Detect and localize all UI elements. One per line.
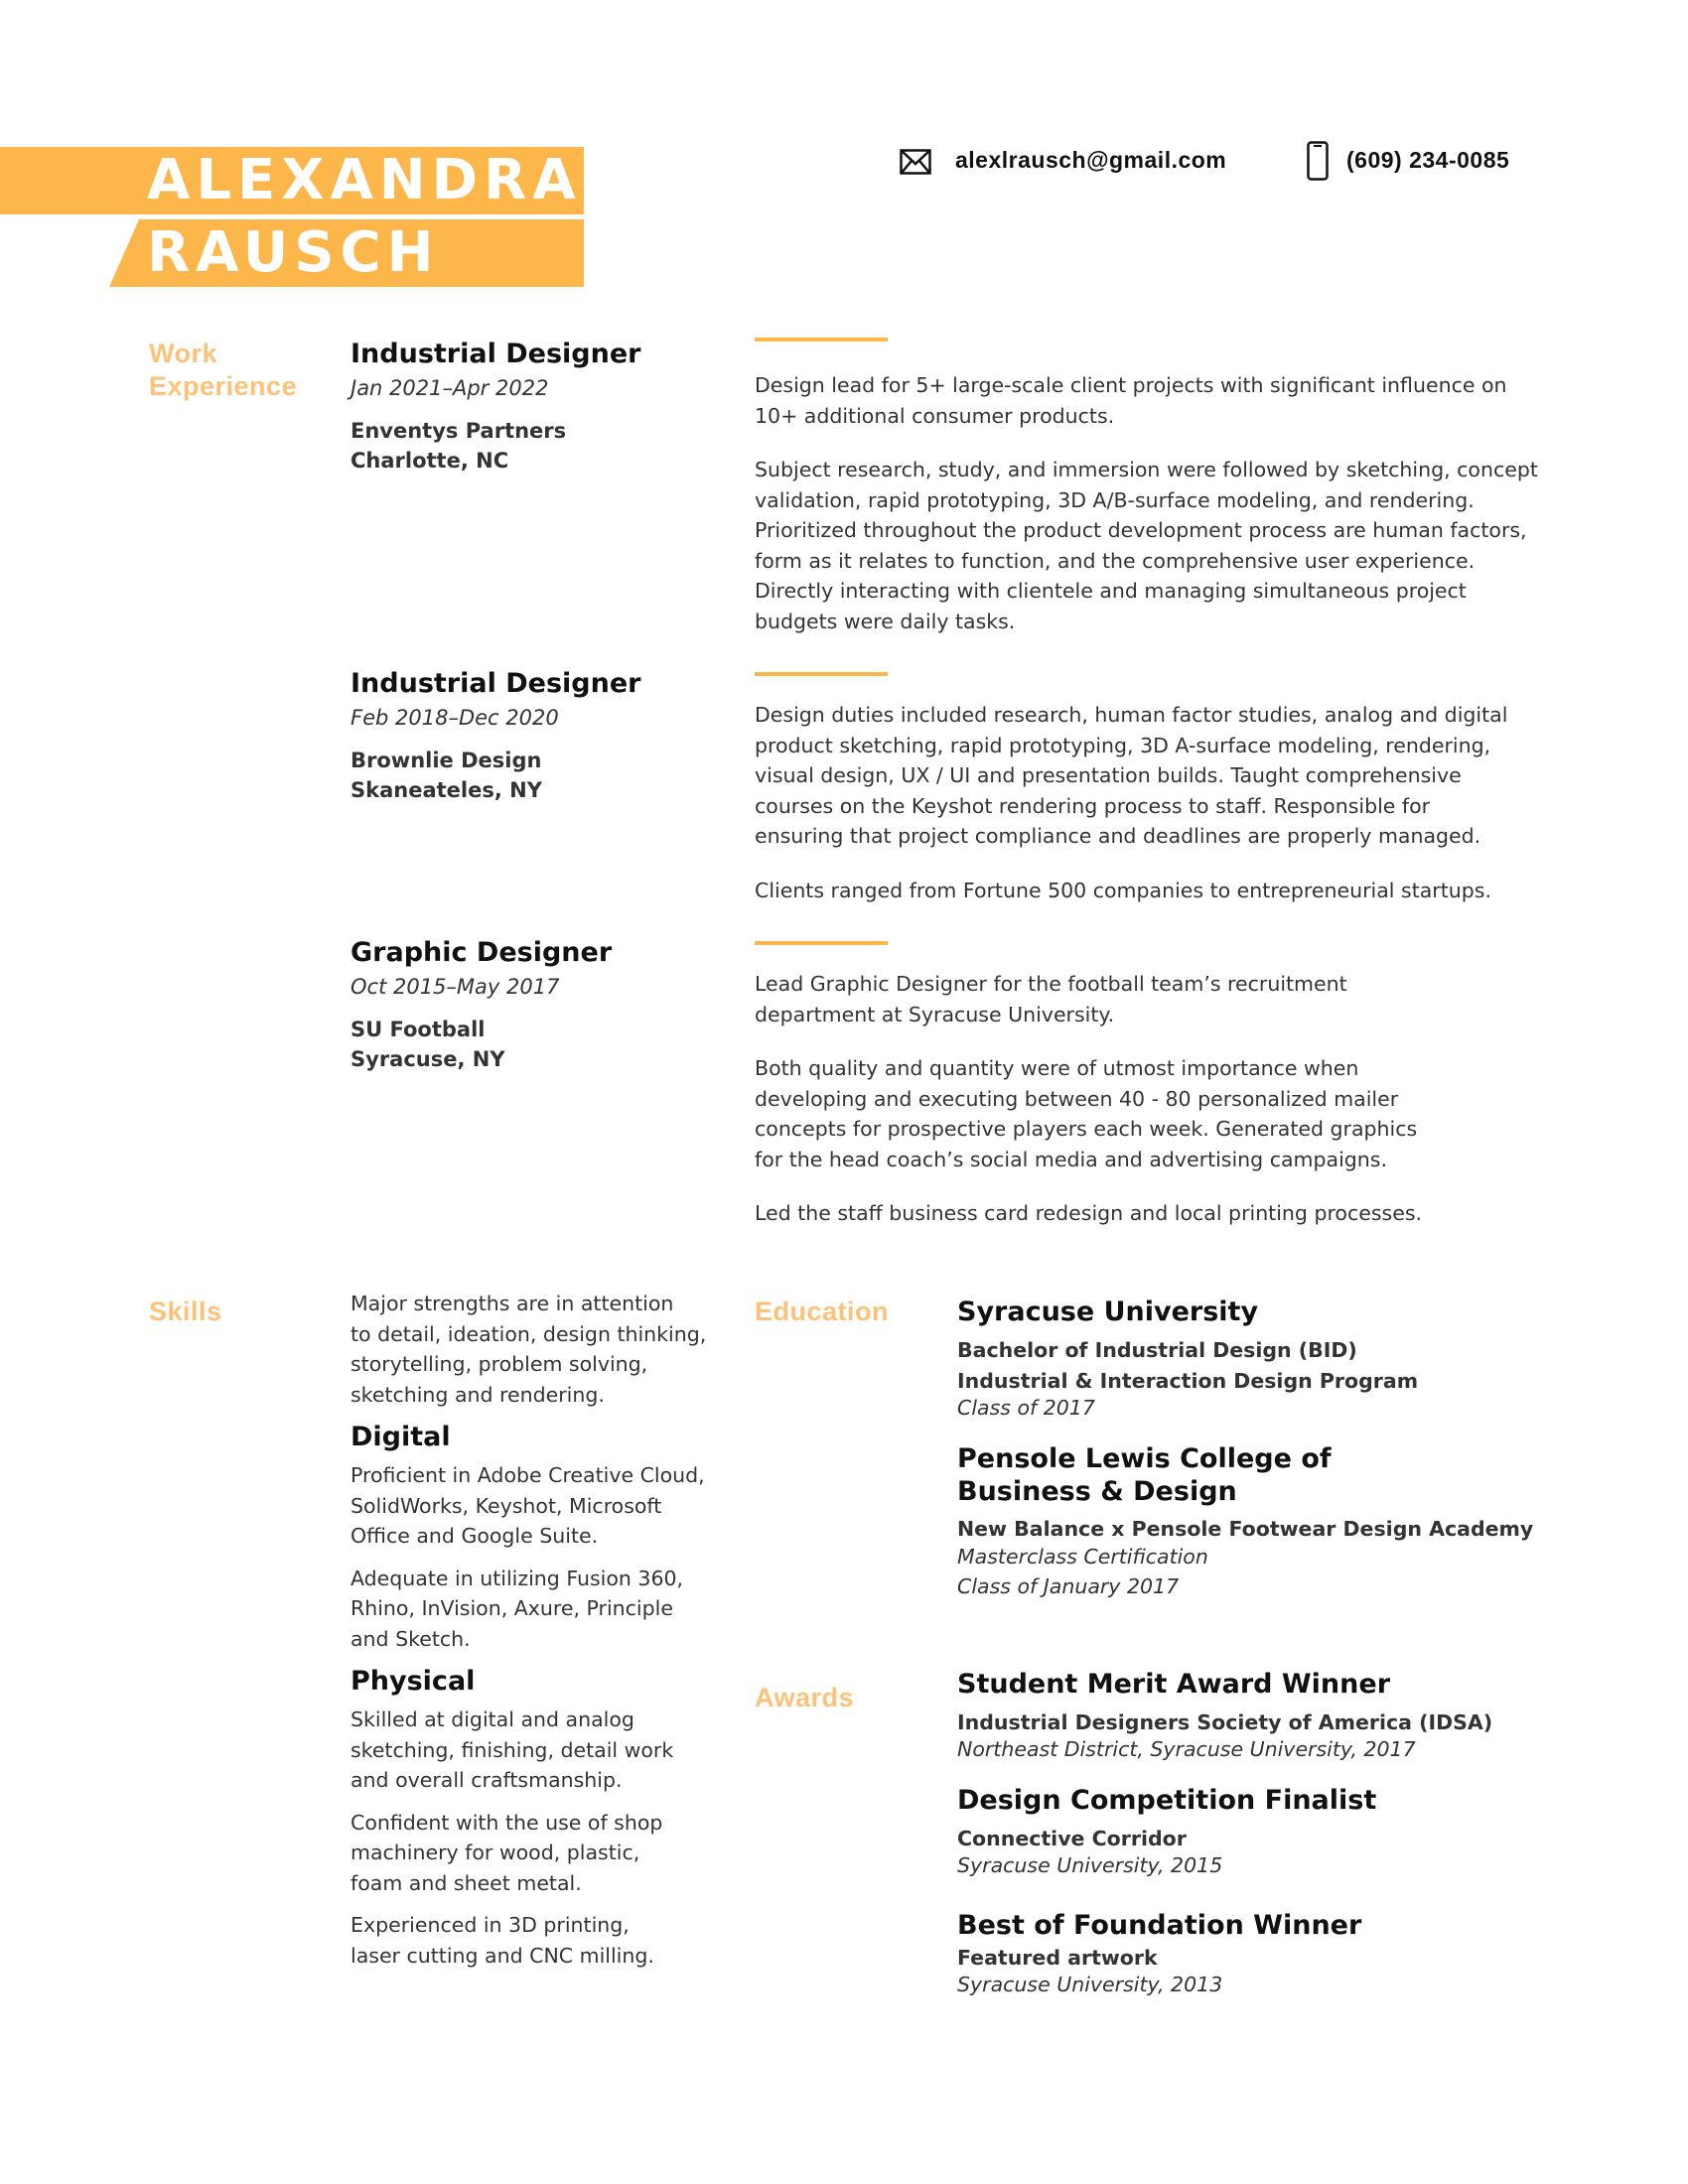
education-degree: New Balance x Pensole Footwear Design Academy xyxy=(957,1517,1534,1541)
accent-divider xyxy=(755,338,888,341)
skills-label: Skills xyxy=(149,1297,222,1326)
education-school: Pensole Lewis College of Business & Design xyxy=(957,1443,1332,1507)
first-name: ALEXANDRA xyxy=(147,148,582,212)
digital-heading: Digital xyxy=(351,1422,451,1452)
job-paragraph: Design duties included research, human factor studies, analog and digital product sketching, rapid prototyping, 3D A-surface modeling, rendering, visual design, UX / UI and presentation builds. Taught comprehensive courses on the Keyshot rendering process to staff. Responsible for ensuring that project compliance and deadlines are properly managed. xyxy=(755,703,1508,848)
award-organization: Featured artwork xyxy=(957,1946,1158,1970)
education-school: Syracuse University xyxy=(957,1297,1259,1327)
accent-divider xyxy=(755,672,888,676)
skill-paragraph: Skilled at digital and analog sketching, finishing, detail work and overall craftsmanship. xyxy=(351,1707,674,1792)
award-title: Best of Foundation Winner xyxy=(957,1910,1362,1941)
job-dates: Feb 2018–Dec 2020 xyxy=(351,706,559,730)
job-paragraph: Design lead for 5+ large-scale client projects with significant influence on 10+ additional consumer products. xyxy=(755,373,1507,428)
phone-icon xyxy=(1307,141,1329,181)
job-location: Charlotte, NC xyxy=(351,449,509,473)
awards-label: Awards xyxy=(755,1683,855,1712)
job-paragraph: Led the staff business card redesign and local printing processes. xyxy=(755,1201,1423,1225)
job-location: Syracuse, NY xyxy=(351,1047,505,1071)
job-paragraph: Clients ranged from Fortune 500 companies to entrepreneurial startups. xyxy=(755,878,1491,902)
email-link[interactable]: alexlrausch@gmail.com xyxy=(955,147,1227,173)
physical-heading: Physical xyxy=(351,1666,476,1697)
job-company: Enventys Partners xyxy=(351,419,567,443)
education-degree: Bachelor of Industrial Design (BID) xyxy=(957,1338,1357,1362)
job-dates: Jan 2021–Apr 2022 xyxy=(351,376,549,400)
phone-link[interactable]: (609) 234-0085 xyxy=(1346,147,1510,173)
award-detail: Syracuse University, 2013 xyxy=(957,1973,1223,1996)
skills-column xyxy=(351,1289,718,1982)
skill-paragraph: Adequate in utilizing Fusion 360, Rhino, InVision, Axure, Principle and Sketch. xyxy=(351,1566,684,1651)
education-program: Industrial & Interaction Design Program xyxy=(957,1369,1419,1393)
accent-divider xyxy=(755,941,888,945)
education-label: Education xyxy=(755,1297,890,1326)
job-location: Skaneateles, NY xyxy=(351,778,542,802)
education-program: Masterclass Certification xyxy=(957,1545,1208,1569)
skill-paragraph: Confident with the use of shop machinery for wood, plastic, foam and sheet metal. xyxy=(351,1810,663,1895)
job-description xyxy=(755,969,1549,1253)
mail-icon xyxy=(900,149,931,175)
award-detail: Northeast District, Syracuse University, 2017 xyxy=(957,1737,1416,1761)
education-class: Class of January 2017 xyxy=(957,1574,1180,1598)
job-description xyxy=(755,370,1549,660)
job-title: Graphic Designer xyxy=(351,937,613,968)
education-class: Class of 2017 xyxy=(957,1396,1095,1420)
skills-intro: Major strengths are in attention to detail, ideation, design thinking, storytelling, problem solving, sketching and rendering. xyxy=(351,1292,707,1407)
skill-paragraph: Proficient in Adobe Creative Cloud, SolidWorks, Keyshot, Microsoft Office and Google Suite. xyxy=(351,1463,705,1548)
job-company: Brownlie Design xyxy=(351,749,542,772)
job-paragraph: Subject research, study, and immersion were followed by sketching, concept validation, rapid prototyping, 3D A/B-surface modeling, and rendering. Prioritized throughout the product development process are human factors, form as it relates to function, and the comprehensive user experience. Directly interacting with clientele and managing simultaneous project budgets were daily tasks. xyxy=(755,458,1538,633)
job-paragraph: Both quality and quantity were of utmost importance when developing and executing between 40 - 80 personalized mailer concepts for prospective players each week. Generated graphics for the head coach’s social media and advertising campaigns. xyxy=(755,1056,1418,1171)
award-detail: Syracuse University, 2015 xyxy=(957,1853,1223,1877)
job-title: Industrial Designer xyxy=(351,668,641,699)
job-title: Industrial Designer xyxy=(351,339,641,369)
job-company: SU Football xyxy=(351,1018,486,1041)
job-paragraph: Lead Graphic Designer for the football team’s recruitment department at Syracuse University. xyxy=(755,972,1347,1026)
skill-paragraph: Experienced in 3D printing, laser cutting and CNC milling. xyxy=(351,1913,654,1968)
job-description xyxy=(755,700,1549,929)
work-experience-label: Work Experience xyxy=(149,339,298,401)
award-title: Design Competition Finalist xyxy=(957,1785,1377,1816)
award-organization: Industrial Designers Society of America (IDSA) xyxy=(957,1710,1493,1734)
last-name: RAUSCH xyxy=(147,220,440,285)
job-dates: Oct 2015–May 2017 xyxy=(351,975,560,999)
award-title: Student Merit Award Winner xyxy=(957,1669,1391,1700)
award-organization: Connective Corridor xyxy=(957,1827,1187,1850)
